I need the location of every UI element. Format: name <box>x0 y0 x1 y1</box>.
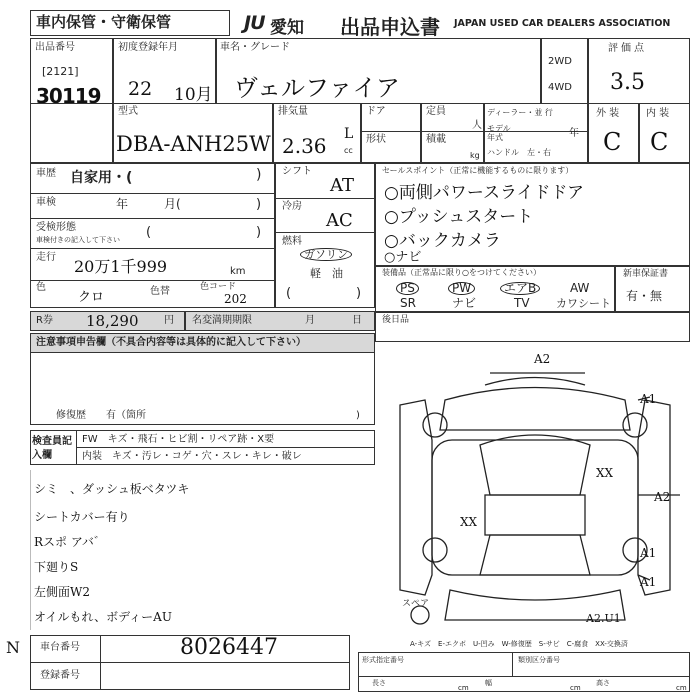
score-label: 評価点 <box>608 43 647 54</box>
category-number-label: 類別区分番号 <box>518 656 560 664</box>
equipment-label: 装備品（正常品に限り○をつけてください） <box>382 268 541 277</box>
color-value: クロ <box>78 290 105 305</box>
damage-a2-u1: A2.U1 <box>586 612 621 625</box>
drive-2wd: 2WD <box>548 56 572 67</box>
disp-unit: L <box>344 126 354 142</box>
equip-pw: PW <box>448 282 475 295</box>
accept-label: 受検形態 <box>36 222 76 233</box>
car-name-label: 車名・グレード <box>220 42 290 53</box>
fuel-label: 燃料 <box>282 236 302 247</box>
int-label: 内 装 <box>646 108 670 119</box>
name-change-month: 月 <box>305 315 315 326</box>
inspection-value: 年 月( <box>116 197 181 211</box>
hw-note-3: Rスポ アバ゛ <box>34 535 106 549</box>
sales-point-2: ○プッシュスタート <box>384 207 534 227</box>
mileage-label: 走行 <box>36 252 56 263</box>
damage-a1-right: A1 <box>640 392 657 406</box>
storage-label: 車内保管・守衛保管 <box>36 13 172 31</box>
sales-point-1: ○両側パワースライドドア <box>384 183 584 203</box>
equip-aw: AW <box>570 281 590 295</box>
damage-xx-right: XX <box>596 466 614 480</box>
repair-label: 修復歴 有（箇所 <box>56 410 146 421</box>
seats-unit: 人 <box>472 120 482 131</box>
shift-label: シフト <box>282 166 312 177</box>
type-number-label: 形式指定番号 <box>362 656 404 664</box>
hw-note-6: オイルもれ、ボディーAU <box>34 610 172 624</box>
equip-tv: TV <box>514 296 530 310</box>
equip-ps: PS <box>396 282 419 295</box>
disp-label: 排気量 <box>278 106 308 117</box>
color-label: 色 <box>36 282 46 293</box>
chassis-label: 車台番号 <box>40 642 80 653</box>
sales-point-4: ○ナビ <box>384 250 422 265</box>
width-cm: cm <box>570 684 581 692</box>
association-name: JAPAN USED CAR DEALERS ASSOCIATION <box>454 18 671 29</box>
handle-label: ハンドル 左・右 <box>487 148 551 157</box>
r-value: 18,290 <box>86 312 139 330</box>
reg-month: 10月 <box>174 85 213 105</box>
warranty-value: 有・無 <box>626 289 663 303</box>
length-label: 長さ <box>372 679 386 687</box>
year-unit: 年 <box>569 128 579 139</box>
reg-year: 22 <box>128 78 153 100</box>
hw-note-4: 下廻りS <box>34 560 79 574</box>
repair-close: ) <box>356 410 360 421</box>
history-value: 自家用・( <box>70 170 133 186</box>
equip-sr: SR <box>400 296 416 310</box>
int-value: C <box>650 128 669 156</box>
inspection-close: ) <box>256 197 262 212</box>
reg-label: 初度登録年月 <box>118 42 178 53</box>
length-cm: cm <box>458 684 469 692</box>
damage-xx-left: XX <box>460 515 478 529</box>
disp-value: 2.36 <box>282 134 327 158</box>
ac-value: AC <box>326 210 353 231</box>
model-year-label: モデル 年式 <box>487 124 511 142</box>
hw-note-1: シミ 、ダッシュ板ベタツキ <box>34 482 190 496</box>
hw-note-2: シートカバー有り <box>34 510 130 524</box>
r-label: R券 <box>36 315 53 326</box>
damage-legend: A-キズ E-エクボ U-凹み W-修復歴 S-サビ C-腐食 XX-交換済 <box>410 640 628 648</box>
sales-point-3: ○バックカメラ <box>384 231 501 251</box>
car-name: ヴェルファイア <box>234 74 400 102</box>
model-label: 型式 <box>118 106 138 117</box>
lot-number: 30119 <box>36 84 101 108</box>
equip-seat: カワシート <box>556 297 611 310</box>
logo-text: 愛知 <box>270 18 304 38</box>
accept-open: ( <box>146 225 152 240</box>
fuel-gas: ガソリン <box>300 248 352 261</box>
seats-label: 定員 <box>426 106 446 117</box>
mileage-value: 20万1千999 <box>74 257 168 276</box>
lot-label: 出品番号 <box>35 42 75 53</box>
after-frame <box>375 312 690 342</box>
height-label: 高さ <box>596 679 610 687</box>
fuel-diesel: 軽 油 <box>310 267 343 280</box>
history-close: ) <box>256 167 262 183</box>
ext-label: 外 装 <box>596 108 620 119</box>
shift-value: AT <box>330 175 355 196</box>
lot-small: [2121] <box>42 65 79 78</box>
shape-label: 形状 <box>366 134 386 145</box>
after-label: 後日品 <box>382 315 410 325</box>
history-label: 車歴 <box>36 168 56 179</box>
color-code-label: 色コード <box>200 282 237 292</box>
warranty-label: 新車保証書 <box>623 269 669 279</box>
name-change-label: 名変満期期限 <box>192 315 252 326</box>
fuel-close: ) <box>356 286 362 301</box>
inspector-label: 検査員記入欄 <box>32 436 72 461</box>
hw-note-5: 左側面W2 <box>34 585 90 599</box>
damage-a1-bottom: A1 <box>640 575 657 589</box>
inspector-fw: FW キズ・飛石・ヒビ割・リペア跡・X要 <box>82 434 275 445</box>
accept-note: 車検付きの記入して下さい <box>36 236 120 244</box>
reg-number-label: 登録番号 <box>40 670 80 681</box>
disp-unit2: cc <box>344 146 353 155</box>
spare-label: スペア <box>402 599 430 609</box>
bottom-mark: N <box>6 638 20 657</box>
score-value: 3.5 <box>610 70 645 95</box>
ext-value: C <box>603 128 622 156</box>
load-unit: kg <box>470 151 480 160</box>
name-change-day: 日 <box>352 315 362 326</box>
ac-label: 冷房 <box>282 201 302 212</box>
load-label: 積載 <box>426 134 446 145</box>
accept-close: ) <box>256 225 262 240</box>
drive-4wd: 4WD <box>548 82 572 93</box>
model-value: DBA-ANH25W <box>116 132 271 156</box>
damage-a1-right-2: A1 <box>640 546 657 560</box>
equip-airbag: エアB <box>500 282 540 295</box>
inspection-label: 車検 <box>36 197 56 208</box>
r-unit: 円 <box>164 315 174 326</box>
sales-label: セールスポイント（正常に機能するものに限ります） <box>382 166 574 175</box>
mileage-unit: km <box>230 266 246 277</box>
inspector-interior: 内装 キズ・汚レ・コゲ・穴・スレ・キレ・破レ <box>82 451 302 462</box>
height-cm: cm <box>676 684 687 692</box>
damage-a2-top: A2 <box>534 352 551 366</box>
damage-a2-right: A2 <box>654 490 671 504</box>
door-label: ドア <box>366 106 386 117</box>
fuel-open: ( <box>286 286 292 301</box>
dealer-label: ディーラー・並 行 <box>487 108 553 117</box>
color-code-value: 202 <box>224 292 247 306</box>
ju-logo: JU <box>244 12 265 34</box>
width-label: 幅 <box>485 679 492 687</box>
color-replace-label: 色替 <box>150 286 170 297</box>
equip-navi: ナビ <box>452 296 477 310</box>
notes-label: 注意事項申告欄（不具合内容等は具体的に記入して下さい） <box>36 337 306 348</box>
chassis-number: 8026447 <box>180 635 278 660</box>
form-title: 出品申込書 <box>340 15 440 39</box>
